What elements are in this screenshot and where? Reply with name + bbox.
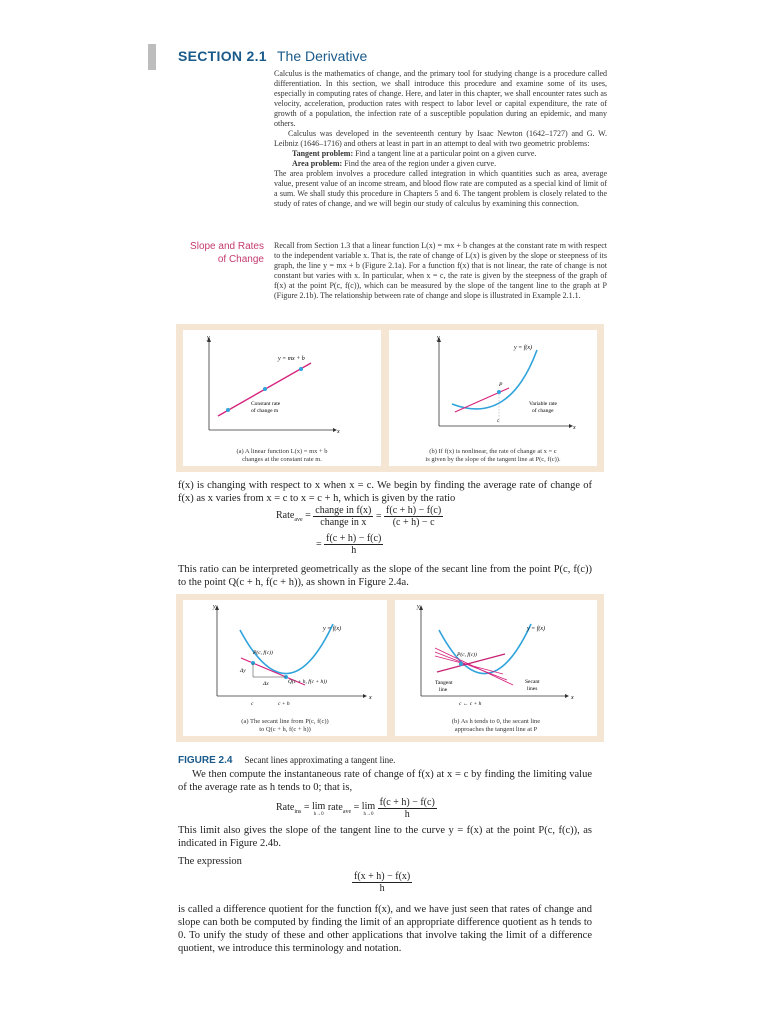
c-label: c xyxy=(497,419,500,424)
fraction-difference xyxy=(384,505,443,528)
figure-2-1a-panel xyxy=(183,330,381,466)
figure-2-4a-caption-line-2: to Q(c + h, f(c + h)) xyxy=(259,726,311,733)
figure-2-4-caption xyxy=(178,750,395,768)
limit-expression-1 xyxy=(312,801,325,817)
tangent-problem-label: Tangent problem: xyxy=(292,149,354,158)
y-axis-label: y xyxy=(437,335,440,341)
line-point xyxy=(263,387,267,391)
instantaneous-rate-equation: Rate$_{ins}$ = lim h→0 rate$_{ave}$ = lim h→0 $\frac{f(c + h) - f(c)}{h}$ xyxy=(276,797,435,820)
curve-equation-label: y = f(x) xyxy=(323,626,342,632)
area-problem-label: Area problem: xyxy=(292,159,343,168)
fraction-change xyxy=(313,505,373,528)
limit-text: lim xyxy=(361,800,376,812)
figure-2-1b-caption-line-2: is given by the slope of the tangent line at P(c, f(c)). xyxy=(425,456,561,463)
fraction-average-rate-denominator: h xyxy=(351,545,357,556)
fraction-instantaneous-denominator: h xyxy=(404,809,410,820)
expression-intro: The expression xyxy=(178,856,242,867)
fraction-instantaneous xyxy=(378,797,437,820)
figure-2-4a-caption xyxy=(183,718,387,734)
figure-2-4a-caption-line-1: (a) The secant line from P(c, f(c)) xyxy=(241,718,329,725)
fraction-instantaneous-numerator: f(c + h) − f(c) xyxy=(379,797,435,808)
point-p xyxy=(497,390,501,394)
rate-ins-label: Rate xyxy=(276,802,295,813)
intro-paragraph-1: Calculus is the mathematics of change, and the primary tool for studying change is a procedure called differentiation. In this section, we shall introduce this procedure and examine some of its uses, especially in computing rates of change. Here, and later in this chapter, we shall encounter rates such as velocity, acceleration, production rates with respect to labor level or capital expenditure, the rate of growth of a population, the infection rate of a susceptible population during an epidemic, and many others. xyxy=(274,69,607,128)
figure-2-4 xyxy=(176,594,604,742)
constant-rate-note-1: Constant rate xyxy=(251,401,281,407)
secant-lines-label-1: Secant xyxy=(525,679,540,685)
intro-paragraph-3: The area problem involves a procedure called integration in which quantities such as area, average value, present value of an income stream, and blood flow rate are computed as a special kind of limit of a sum. We shall study this procedure in Chapters 5 and 6. The tangent problem is closely related to the study of rates of change, and we will begin our study of calculus by examining this connection. xyxy=(274,169,607,208)
nonlinear-curve xyxy=(452,350,537,409)
area-problem-text: Find the area of the region under a given curve. xyxy=(342,159,497,168)
figure-2-1b-caption xyxy=(389,448,597,464)
average-rate-equation-2: = $\frac{f(c + h) - f(c)}{h}$ xyxy=(316,533,382,556)
c-plus-h-tick-label: c + h xyxy=(278,701,290,707)
figure-2-1b-caption-line-1: (b) If f(x) is nonlinear, the rate of change at x = c xyxy=(429,448,557,455)
figure-2-4a-graph xyxy=(183,600,387,712)
figure-2-1a-caption-line-2: changes at the constant rate m. xyxy=(242,456,322,463)
figure-2-1b-panel xyxy=(389,330,597,466)
figure-2-1a-caption xyxy=(183,448,381,464)
delta-y-label: Δy xyxy=(240,668,246,674)
line-equation-label: y = mx + b xyxy=(278,356,305,362)
x-axis-label: x xyxy=(573,425,576,431)
c-tick-label: c xyxy=(251,701,254,707)
figure-2-1a-graph xyxy=(183,330,381,440)
figure-2-1 xyxy=(176,324,604,472)
difference-quotient-fraction xyxy=(352,871,412,894)
fraction-difference-numerator: f(c + h) − f(c) xyxy=(386,505,442,516)
intro-block xyxy=(274,69,607,209)
secant-lines-label-2: lines xyxy=(527,686,538,692)
slope-heading-line-1: Slope and Rates xyxy=(190,241,264,252)
x-axis-label: x xyxy=(571,695,574,701)
figure-2-4b-caption xyxy=(395,718,597,734)
secant-line xyxy=(435,656,503,674)
figure-2-4b-graph xyxy=(395,600,597,712)
figure-2-4b-panel xyxy=(395,600,597,736)
instantaneous-rate-paragraph: We then compute the instantaneous rate of change of f(x) at x = c by finding the limiting value of the average rate as h tends to 0; that is, xyxy=(178,769,592,793)
point-p xyxy=(459,662,463,666)
line-point xyxy=(226,408,230,412)
section-number: SECTION 2.1 xyxy=(178,48,267,64)
figure-2-4b-caption-line-2: approaches the tangent line at P xyxy=(454,726,538,733)
figure-2-4a-panel xyxy=(183,600,387,736)
point-q-label: Q(c + h, f(c + h)) xyxy=(288,679,327,685)
secant-interpretation-paragraph: This ratio can be interpreted geometrically as the slope of the secant line from the point P(c, f(c)) to the point Q(c + h, f(c + h)), as shown in Figure 2.4a. xyxy=(178,564,592,588)
variable-rate-note-1: Variable rate xyxy=(529,401,557,407)
x-axis-arrow xyxy=(565,694,569,698)
average-rate-paragraph: f(x) is changing with respect to x when x = c. We begin by finding the average rate of change of f(x) as x varies from x = c to x = c + h, which is given by the ratio xyxy=(178,480,592,504)
difference-quotient-numerator: f(x + h) − f(x) xyxy=(354,871,411,882)
rate-ave-label: Rate xyxy=(276,510,295,521)
fraction-average-rate-numerator: f(c + h) − f(c) xyxy=(326,533,382,544)
y-axis-label: y xyxy=(213,604,216,610)
tangent-problem-text: Find a tangent line at a particular point on a given curve. xyxy=(353,149,537,158)
area-problem xyxy=(274,159,607,169)
y-axis-label: y xyxy=(417,604,420,610)
figure-2-4-caption-text: Secant lines approximating a tangent line. xyxy=(244,755,396,765)
rate-ins-subscript: ins xyxy=(294,809,302,815)
rate-ave-subscript: ave xyxy=(294,517,303,523)
constant-rate-note-2: of change m xyxy=(251,408,279,414)
section-title: The Derivative xyxy=(277,48,368,64)
line-point xyxy=(299,367,303,371)
fraction-average-rate xyxy=(324,533,383,556)
c-approaching-label: c ← c + h xyxy=(459,701,482,707)
limit-subscript: h→0 xyxy=(313,811,324,817)
slope-heading-line-2: of Change xyxy=(217,254,264,265)
point-p-label: P(c, f(c)) xyxy=(253,650,273,656)
difference-quotient-equation xyxy=(352,871,412,894)
fraction-change-denominator: change in x xyxy=(320,517,367,528)
intro-paragraph-2: Calculus was developed in the seventeenth century by Isaac Newton (1642–1727) and G. W. Leibniz (1646–1716) and others at least in part in an attempt to deal with two geometric problems: xyxy=(274,129,607,148)
figure-2-1a-caption-line-1: (a) A linear function L(x) = mx + b xyxy=(236,448,328,455)
tangent-problem xyxy=(274,149,607,159)
curve-equation-label: y = f(x) xyxy=(527,626,546,632)
point-p-label: P xyxy=(499,382,503,388)
tangent-line-label-2: line xyxy=(439,687,448,693)
figure-2-4b-caption-line-1: (b) As h tends to 0, the secant line xyxy=(451,718,541,725)
x-axis-label: x xyxy=(369,695,372,701)
slope-section-text: Recall from Section 1.3 that a linear function L(x) = mx + b changes at the constant rate m with respect to the independent variable x. That is, the rate of change of L(x) is given by the slope or steepness of its graph, the line y = mx + b (Figure 2.1a). For a function f(x) that is not linear, the rate of change is not constant but varies with x. In particular, when x = c, the rate is given by the steepness of the graph of f(x) at the point P(c, f(c)), which can be measured by the slope of the tangent line to the graph at P (Figure 2.1b). The relationship between rate of change and slope is illustrated in Example 2.1.1. xyxy=(274,241,607,300)
delta-x-label: Δx xyxy=(263,681,269,687)
difference-quotient-denominator: h xyxy=(379,883,385,894)
slope-section-heading xyxy=(160,240,264,266)
limit-expression-2 xyxy=(362,801,375,817)
figure-2-4-label: FIGURE 2.4 xyxy=(178,755,233,766)
fraction-change-numerator: change in f(x) xyxy=(315,505,372,516)
point-p-label: P(c, f(c)) xyxy=(457,652,477,658)
difference-quotient-paragraph: is called a difference quotient for the function f(x), and we have just seen that rates of change and slope can both be computed by finding the limit of an appropriate difference quotient as h tends to 0. To unify the study of these and other applications that involve taking the limit of a difference quotient, we introduce this terminology and notation. xyxy=(178,904,592,954)
section-marker-bar xyxy=(148,44,156,70)
rate-ave-text: rate xyxy=(327,802,343,813)
figure-2-1b-graph xyxy=(389,330,597,442)
average-rate-equation-1: Rate$_{ave}$ = $\frac{\text{change in f(x)}}{\text{change in x}}$ = $\frac{f(c + h) - f(c)}{(c + h) - c}$ xyxy=(276,505,442,528)
function-curve xyxy=(240,624,333,674)
function-curve xyxy=(439,624,531,674)
limit-text: lim xyxy=(311,800,326,812)
y-axis-label: y xyxy=(207,335,210,341)
fraction-difference-denominator: (c + h) − c xyxy=(392,517,435,528)
curve-equation-label: y = f(x) xyxy=(514,345,533,351)
x-axis-arrow xyxy=(363,694,367,698)
tangent-slope-paragraph: This limit also gives the slope of the tangent line to the curve y = f(x) at the point P(c, f(c)), as indicated in Figure 2.4b. xyxy=(178,825,592,849)
x-axis-label: x xyxy=(337,429,340,435)
tangent-line-label-1: Tangent xyxy=(435,680,453,686)
rate-ave-text-subscript: ave xyxy=(342,809,352,815)
limit-subscript: h→0 xyxy=(363,811,374,817)
variable-rate-note-2: of change xyxy=(532,408,554,414)
